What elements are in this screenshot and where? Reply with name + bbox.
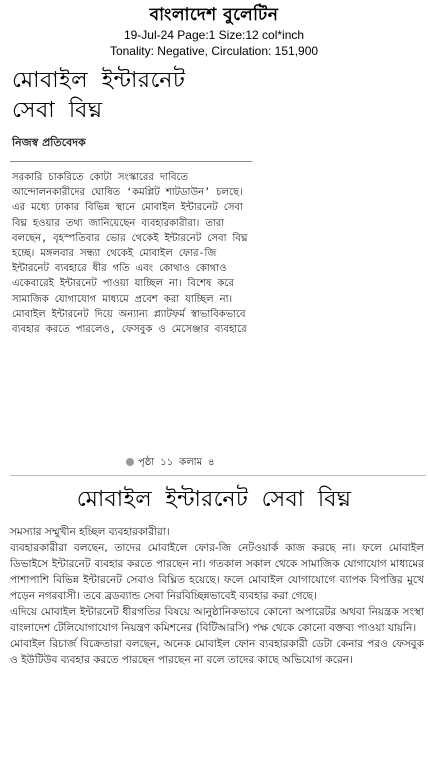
- front-paragraph: সরকারি চাকরিতে কোটা সংস্কারের দাবিতে আন্দোলনকারীদের ঘোষিত ‘কমপ্লিট শাটডাউন’ চলছে। এর মধ্যে ঢাকার বিভিন্ন স্থানে মোবাইল ইন্টারনেট সেবা বিঘ্ন হওয়ার তথ্য জানিয়েছেন ব্যবহারকারীরা। তারা বলছেন, বৃহস্পতিবার ভোর থেকেই ইন্টারনেট সেবা বিঘ্ন হচ্ছে। মঙ্গলবার সন্ধ্যা থেকেই মোবাইল ফোর-জি ইন্টারনেট ব্যবহারে ধীর গতি এবং কোথাও কোথাও একেবারেই ইন্টারনেট পাওয়া যাচ্ছিল না। বিশেষ করে সামাজিক যোগাযোগ মাধ্যমে প্রবেশ করা যাচ্ছিল না।: [12, 172, 248, 305]
- clip-meta-tonality: Tonality: Negative, Circulation: 151,900: [109, 44, 319, 58]
- clip-meta-date-size: 19-Jul-24 Page:1 Size:12 col*inch: [123, 28, 305, 42]
- byline: নিজস্ব প্রতিবেদক: [12, 136, 86, 149]
- continuation-headline: মোবাইল ইন্টারনেট সেবা বিঘ্ন: [76, 487, 352, 512]
- front-headline-line2: সেবা বিঘ্ন: [12, 98, 103, 123]
- continuation-paragraph: মোবাইল রিচার্জ বিক্রেতারা বলছেন, অনেক মোবাইল ফোন ব্যবহারকারী ডেটা কেনার পরও ফেসবুক ও ইউটিউব ব্যবহার করতে পারছেন পারছেন না বলে তাদের কাছে অভিযোগ করেন।: [10, 638, 424, 666]
- continuation-paragraph: ব্যবহারকারীরা বলছেন, তাদের মোবাইলে ফোর-জি নেটওয়ার্ক কাজ করছে না। ফলে মোবাইল ডিভাইসে ইন্টারনেট ব্যবহার করতে পারছেন না। গতকাল সকাল থেকে সামাজিক যোগাযোগ মাধ্যমের পাশাপাশি বিভিন্ন ইন্টারনেট সেবাও বিঘ্নিত হয়েছে। ফলে মোবাইল যোগাযোগে ব্যাপক বিপত্তির মুখে পড়েন নগরবাসী। তবে ব্রডব্যান্ড সেবা নিরবিচ্ছিন্নভাবেই ব্যবহার করা গেছে।: [10, 542, 424, 602]
- masthead: বাংলাদেশ বুলেটিন: [149, 5, 279, 25]
- front-headline: [12, 66, 252, 126]
- bullet-icon: [126, 458, 134, 466]
- front-headline-line1: মোবাইল ইন্টারনেট: [12, 68, 186, 93]
- divider: [10, 475, 426, 476]
- divider: [10, 161, 252, 162]
- continuation-paragraph: সমস্যার সম্মুখীন হচ্ছিল ব্যবহারকারীরা।: [10, 526, 170, 538]
- front-body: [12, 170, 252, 337]
- article-front-page: [10, 64, 252, 484]
- front-paragraph: মোবাইল ইন্টারনেট দিয়ে অন্যান্য প্ল্যাটফর্ম স্বাভাবিকভাবে ব্যবহার করতে পারলেও, ফেসবুক ও মেসেঞ্জার ব্যবহারে: [12, 308, 247, 336]
- continuation-body: [10, 524, 424, 764]
- jump-reference: [126, 455, 215, 472]
- jump-text: পৃষ্ঠা ১১ কলাম ৪: [138, 457, 215, 468]
- continuation-paragraph: এদিয়ে মোবাইল ইন্টারনেট ধীরগতির বিষয়ে আনুষ্ঠানিকভাবে কোনো অপারেটর অথবা নিয়ন্ত্রক সংস্থা বাংলাদেশ টেলিযোগাযোগ নিয়ন্ত্রণ কমিশনের (বিটিআরসি) পক্ষ থেকে কোনো বক্তব্য পাওয়া যায়নি।: [10, 606, 424, 634]
